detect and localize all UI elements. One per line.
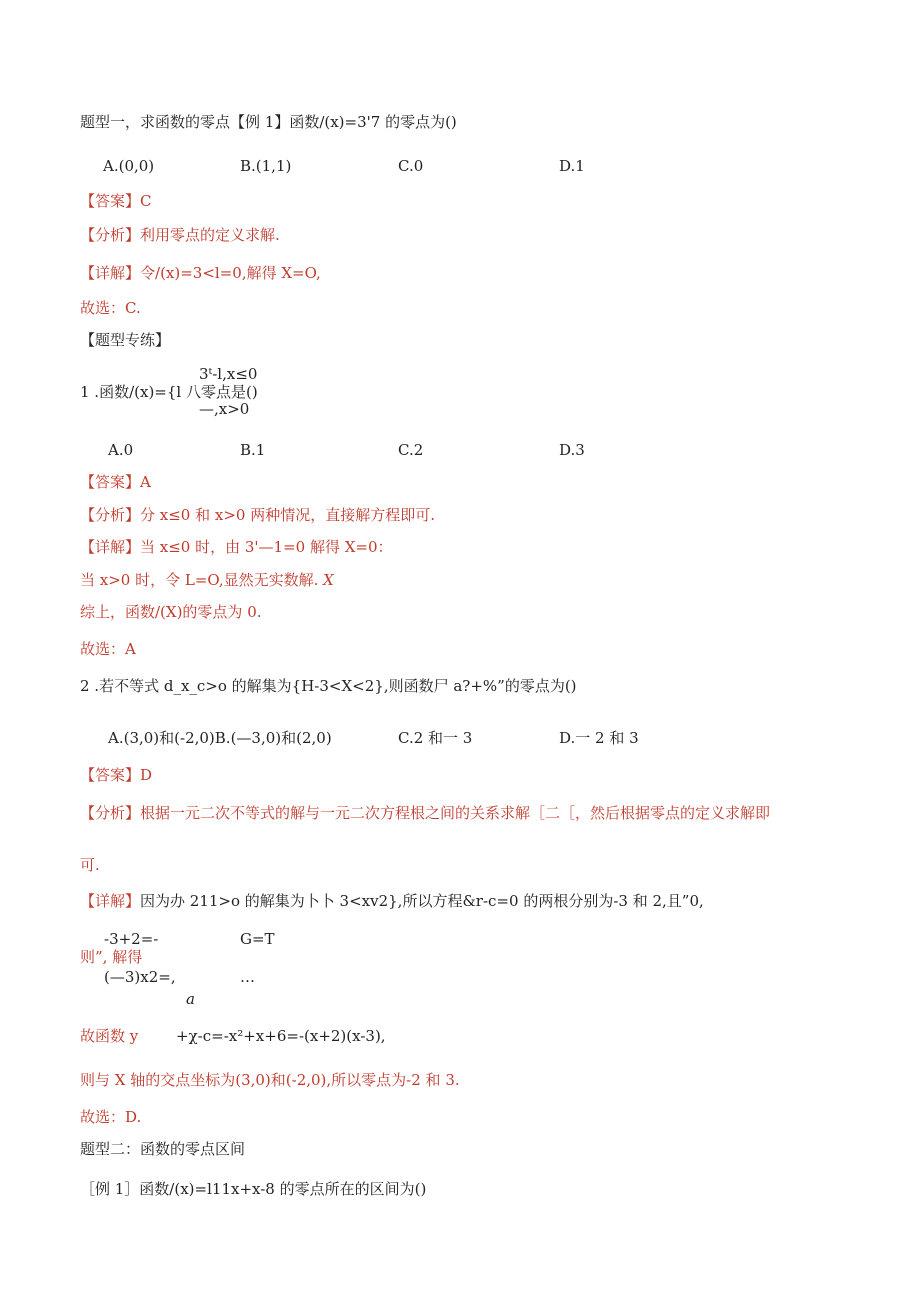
answer-tag: 【答案】: [80, 192, 141, 210]
answer-tag: 【答案】: [80, 473, 141, 491]
p2-system-res2: …: [240, 968, 255, 986]
section-two-title: 题型二：函数的零点区间: [80, 1140, 246, 1158]
answer-value: C: [140, 192, 152, 210]
q1-option-d: D.1: [559, 157, 585, 175]
answer-value: A: [140, 473, 151, 491]
practice-header: 【题型专练】: [80, 331, 171, 349]
detail-tag: 【详解】: [80, 892, 141, 910]
p2-option-ab: A.(3,0)和(-2,0)B.(—3,0)和(2,0): [108, 729, 332, 747]
analysis-tag: 【分析】: [80, 226, 141, 244]
p1-piece-bottom: —,x>0: [199, 400, 250, 418]
p1-summary: 综上，函数/(X)的零点为 0.: [80, 603, 262, 621]
p2-system-res1: G=T: [240, 930, 275, 948]
p1-option-a: A.0: [108, 441, 134, 459]
section-two-example: ［例 1］函数/(x)=l11x+x-8 的零点所在的区间为(): [80, 1180, 427, 1198]
p1-answer: [80, 473, 151, 491]
p2-analysis: [80, 804, 770, 822]
intersection-text: 则与 X 轴的交点坐标为(3,0)和(-2,0),所以零点为-2 和 3.: [80, 1071, 460, 1089]
analysis-tag: 【分析】: [80, 506, 141, 524]
q1-conclusion: 故选：C.: [80, 299, 141, 317]
p1-stem: 1 .函数/(x)={l 八零点是(): [80, 383, 258, 401]
p1-piece-top: 3ᵗ-l,x≤0: [199, 365, 258, 383]
detail-text: 因为办 211>o 的解集为卜卜 3<xv2},所以方程&r-c=0 的两根分别为-3 和 2,且”0,: [140, 892, 704, 910]
q1-answer: [80, 192, 152, 210]
p1-conclusion: 故选：A: [80, 640, 136, 658]
q1-title: 题型一，求函数的零点【例 1】函数/(x)=3'7 的零点为(): [80, 113, 457, 131]
analysis-tag: 【分析】: [80, 804, 141, 822]
p2-detail: [80, 892, 704, 910]
analysis-text: 根据一元二次不等式的解与一元二次方程根之间的关系求解［二［，然后根据零点的定义求解即: [140, 804, 771, 822]
p2-system-then: 则”, 解得: [80, 948, 143, 966]
p2-analysis-cont: 可.: [80, 856, 100, 874]
p1-option-c: C.2: [398, 441, 424, 459]
case-two-text: 当 x>0 时，令 L=O,显然无实数解.: [80, 571, 319, 589]
answer-tag: 【答案】: [80, 766, 141, 784]
p2-option-c: C.2 和一 3: [398, 729, 473, 747]
q1-option-c: C.0: [398, 157, 424, 175]
p2-system-eq1: -3+2=-: [104, 930, 159, 948]
p1-case-two: [80, 571, 334, 589]
p2-conclusion: 故选：D.: [80, 1108, 142, 1126]
p2-intersection: [80, 1071, 460, 1089]
p1-option-b: B.1: [240, 441, 266, 459]
analysis-text: 分 x≤0 和 x>0 两种情况，直接解方程即可.: [140, 506, 436, 524]
p2-system-denominator: a: [186, 990, 195, 1008]
p2-function-lead: 故函数 y: [80, 1027, 139, 1045]
case-two-tail: X: [323, 571, 334, 589]
p1-option-d: D.3: [559, 441, 585, 459]
p2-system-eq2: (—3)x2=,: [104, 968, 176, 986]
q1-analysis: [80, 226, 280, 244]
q1-detail: [80, 264, 321, 282]
p2-answer: [80, 766, 152, 784]
detail-text: 令/(x)=3<l=0,解得 X=O,: [140, 264, 321, 282]
p1-detail: [80, 538, 393, 556]
p2-function-expr: +χ-c=-x²+x+6=-(x+2)(x-3),: [176, 1027, 386, 1045]
q1-option-b: B.(1,1): [240, 157, 292, 175]
detail-tag: 【详解】: [80, 264, 141, 282]
answer-value: D: [140, 766, 153, 784]
p2-stem: 2 .若不等式 d_x_c>o 的解集为{H-3<X<2},则函数尸 a?+%”的零点为(): [80, 677, 577, 695]
analysis-text: 利用零点的定义求解.: [140, 226, 280, 244]
detail-tag: 【详解】: [80, 538, 141, 556]
detail-text: 当 x≤0 时，由 3'—1=0 解得 X=0：: [140, 538, 393, 556]
p1-analysis: [80, 506, 435, 524]
q1-option-a: A.(0,0): [103, 157, 155, 175]
p2-option-d: D.一 2 和 3: [559, 729, 639, 747]
